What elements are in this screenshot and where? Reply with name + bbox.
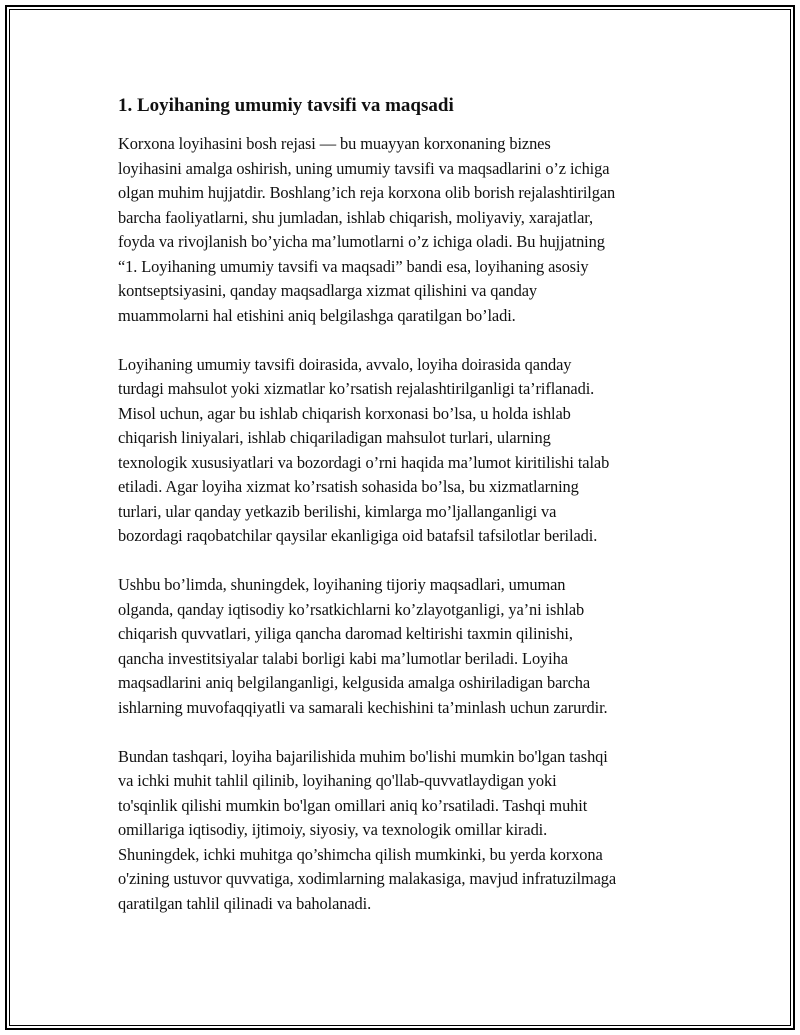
text-line: ishlarning muvofaqqiyatli va samarali kechishini ta’minlash uchun zarurdir. (118, 697, 608, 717)
paragraph-1 (118, 132, 698, 328)
paragraph-2 (118, 353, 698, 549)
text-line: Misol uchun, agar bu ishlab chiqarish korxonasi bo’lsa, u holda ishlab (118, 403, 571, 423)
text-line: barcha faoliyatlarni, shu jumladan, ishlab chiqarish, moliyaviy, xarajatlar, (118, 207, 593, 227)
text-line: kontseptsiyasini, qanday maqsadlarga xizmat qilishini va qanday (118, 281, 538, 300)
text-line: bozordagi raqobatchilar qaysilar ekanligiga oid batafsil tafsilotlar beriladi. (118, 526, 598, 545)
text-line: to'sqinlik qilishi mumkin bo'lgan omillari aniq ko’rsatiladi. Tashqi muhit (118, 795, 588, 815)
text-line: texnologik xususiyatlari va bozordagi o’rni haqida ma’lumot kiritilishi talab (118, 452, 610, 472)
text-line: loyihasini amalga oshirish, uning umumiy tavsifi va maqsadlarini o’z ichiga (118, 158, 610, 178)
text-line: “1. Loyihaning umumiy tavsifi va maqsadi” bandi esa, loyihaning asosiy (118, 256, 589, 276)
text-line: Bundan tashqari, loyiha bajarilishida muhim bo'lishi mumkin bo'lgan tashqi (118, 746, 608, 766)
text-line: olgan muhim hujjatdir. Boshlang’ich reja korxona olib borish rejalashtirilgan (118, 183, 616, 202)
text-line: Shuningdek, ichki muhitga qo’shimcha qilish mumkinki, bu yerda korxona (118, 844, 603, 864)
paragraph-3 (118, 573, 698, 720)
text-line: o'zining ustuvor quvvatiga, xodimlarning malakasiga, mavjud infratuzilmaga (118, 869, 617, 888)
text-line: turlari, ular qanday yetkazib berilishi, kimlarga mo’ljallanganligi va (118, 501, 557, 521)
text-line: etiladi. Agar loyiha xizmat ko’rsatish sohasida bo’lsa, bu xizmatlarning (118, 477, 579, 496)
paragraph-4 (118, 745, 698, 917)
text-line: turdagi mahsulot yoki xizmatlar ko’rsatish rejalashtirilganligi ta’riflanadi. (118, 379, 595, 398)
text-line: olganda, qanday iqtisodiy ko’rsatkichlarni ko’zlayotganligi, ya’ni ishlab (118, 599, 585, 619)
text-line: Loyihaning umumiy tavsifi doirasida, avvalo, loyiha doirasida qanday (118, 354, 572, 374)
text-line: Korxona loyihasini bosh rejasi — bu muayyan korxonaning biznes (118, 134, 551, 153)
text-line: chiqarish quvvatlari, yiliga qancha daromad keltirishi taxmin qilinishi, (118, 624, 573, 643)
text-line: maqsadlarini aniq belgilanganligi, kelgusida amalga oshiriladigan barcha (118, 673, 591, 692)
text-line: omillariga iqtisodiy, ijtimoiy, siyosiy, va texnologik omillar kiradi. (118, 820, 548, 839)
text-line: Ushbu bo’limda, shuningdek, loyihaning tijoriy maqsadlari, umuman (118, 575, 566, 594)
text-line: muammolarni hal etishini aniq belgilashga qaratilgan bo’ladi. (118, 305, 516, 325)
document-body (118, 94, 698, 941)
text-line: qaratilgan tahlil qilinadi va baholanadi. (118, 893, 372, 913)
text-line: va ichki muhit tahlil qilinib, loyihaning qo'llab-quvvatlaydigan yoki (118, 771, 557, 790)
text-line: foyda va rivojlanish bo’yicha ma’lumotlarni o’z ichiga oladi. Bu hujjatning (118, 232, 605, 251)
section-heading: 1. Loyihaning umumiy tavsifi va maqsadi (118, 95, 454, 116)
text-line: qancha investitsiyalar talabi borligi kabi ma’lumotlar beriladi. Loyiha (118, 648, 568, 668)
text-line: chiqarish liniyalari, ishlab chiqariladigan mahsulot turlari, ularning (118, 428, 551, 447)
